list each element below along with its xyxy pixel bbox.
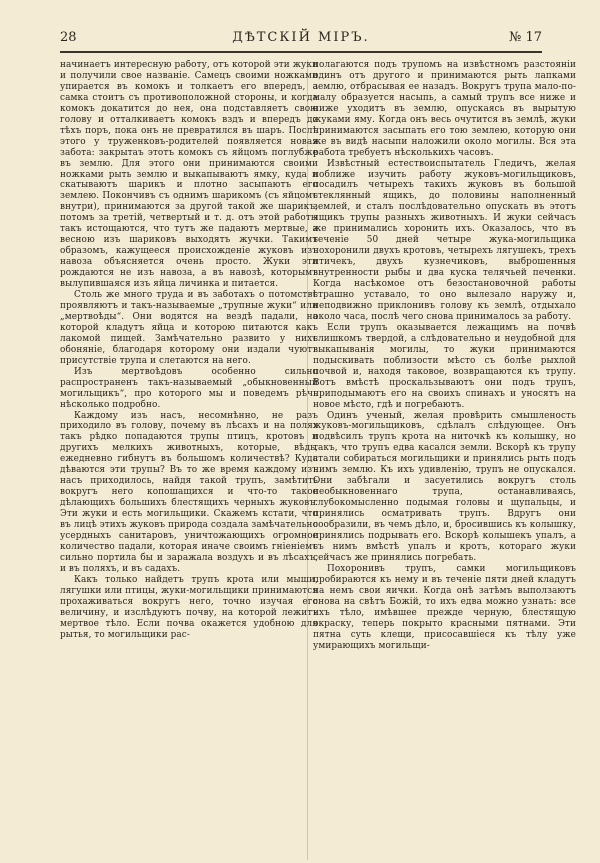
- paragraph: Похоронивъ трупъ, самки могильщиковъ пробираются къ нему и въ теченіе пяти дней кладутъ на немъ свои яички. Когда онѣ затѣмъ выползаютъ снова на свѣтъ Божій, то ихъ едва можно узнать: все ихъ тѣло, имѣвшее прежде черную, блестящую окраску, теперь покрыто красными пятнами. Эти пятна суть клещи, присосавшіеся къ тѣлу уже умирающихъ могильщи-: [313, 563, 576, 651]
- paragraph: полагаются подъ трупомъ на извѣстномъ разстояніи одинъ отъ другого и принимаются рыть лапками землю, отбрасывая ее назадъ. Вокругъ трупа мало-по-малу образуется насыпь, а самый трупъ все ниже и ниже уходитъ въ землю, опускаясь въ вырытую жуками яму. Когда онъ весь очутится въ землѣ, жуки принимаются засыпать его тою землею, которую они же въ видѣ насыпи наложили около могилы. Вся эта работа требуетъ нѣсколькихъ часовъ.: [313, 60, 576, 158]
- paragraph: Столь же много труда и въ заботахъ о потомствѣ проявляютъ и такъ-называемые „трупные жуки“ или „мертвоѣды“. Они водятся на вездѣ падали, на которой кладутъ яйца и которою питаются какъ лакомой пищей. Замѣчательно развито у нихъ обоняніе, благодаря которому они издали чуютъ присутствіе трупа и слетаются на него.: [60, 290, 318, 366]
- journal-title: ДѢТСКІЙ МІРЪ.: [232, 30, 370, 45]
- paragraph: Изъ мертвоѣдовъ особенно сильно распространенъ такъ-называемый „обыкновенный могильщикъ“, про которого мы и поведемъ рѣчь нѣсколько подробно.: [60, 366, 318, 410]
- left-column: [60, 60, 318, 856]
- page-number: 28: [60, 30, 77, 45]
- issue-number: № 17: [509, 30, 542, 45]
- right-column: [313, 60, 576, 856]
- paragraph: Одинъ ученый, желая провѣрить смышленость жуковъ-могильщиковъ, сдѣлалъ слѣдующее. Онъ подвѣсилъ трупъ крота на ниточкѣ къ колышку, но такъ, что трупъ едва касался земли. Вскорѣ къ трупу стали собираться могильщики и принялись рыть подъ нимъ землю. Къ ихъ удивленію, трупъ не опускался. Они забѣгали и засуетились вокругъ столь необыкновеннаго трупа, останавливаясь, глубокомысленно подымая головы и щупальцы, и принялись осматривать трупъ. Вдругъ они сообразили, въ чемъ дѣло, и, бросившись къ колышку, принялись подрывать его. Вскорѣ колышекъ упалъ, а съ нимъ вмѣстѣ упалъ и кротъ, котораго жуки сейчасъ же принялись погребать.: [313, 410, 576, 563]
- header-rule: [60, 51, 542, 53]
- paragraph: Каждому изъ насъ, несомнѣнно, не разъ приходило въ голову, почему въ лѣсахъ и на полях такъ рѣдко попадаются трупы птицъ, кротовъ и другихъ мелкихъ животныхъ, которые, вѣдь, ежедневно гибнутъ въ большомъ количествѣ? Куда дѣваются эти трупы? Въ то же время каждому изъ насъ приходилось, найдя такой трупъ, замѣтить вокругъ него копошащихся и что-то такое дѣлающихъ большихъ блестящихъ черныхъ жуковъ. Эти жуки и есть могильщики. Скажемъ кстати, что въ лицѣ этихъ жуковъ природа создала замѣчательно усердныхъ санитаровъ, уничтожающихъ огромное количество падали, которая иначе своимъ гніеніемъ сильно портила бы и заражала воздухъ и въ лѣсахъ, и въ поляхъ, и въ садахъ.: [60, 410, 318, 574]
- paragraph: Если трупъ оказывается лежащимъ на почвѣ слишкомъ твердой, а слѣдовательно и неудобной для выкапыванія могилы, то жуки принимаются подыскивать поблизости мѣсто съ болѣе рыхлой почвой и, находя таковое, возвращаются къ трупу. Вотъ вмѣстѣ проскальзываютъ они подъ трупъ, приподымаютъ его на своихъ спинахъ и уносятъ на новое мѣсто, гдѣ и погребаютъ.: [313, 322, 576, 410]
- paragraph: Извѣстный естествоиспытатель Гледичъ, желая поближе изучить работу жуковъ-могильщиковъ, посадилъ четырехъ такихъ жуковъ въ большой стеклянный ящикъ, до половины наполненный землей, и сталъ послѣдовательно опускать въ этотъ ящикъ трупы разныхъ животныхъ. И жуки сейчасъ же принимались хоронить ихъ. Оказалось, что въ теченіе 50 дней четыре жука-могильщика похоронили двухъ кротовъ, четырехъ лягушекъ, трехъ птичекъ, двухъ кузнечиковъ, выброшенныя внутренности рыбы и два куска телячьей печенки. Когда насѣкомое отъ безостановочной работы страшно уставало, то оно вылезало наружу и, неподвижно приклонивъ голову къ землѣ, отдыхало около часа, послѣ чего снова принималось за работу.: [313, 158, 576, 322]
- page-header: [60, 30, 542, 46]
- paragraph: Какъ только найдетъ трупъ крота или мыши, лягушки или птицы, жуки-могильщики принимаются прохаживаться вокругъ него, точно изучая его величину, и изслѣдуютъ почву, на которой лежитъ мертвое тѣло. Если почва окажется удобною для рытья, то могильщики рас-: [60, 574, 318, 640]
- paragraph: начинаетъ интересную работу, отъ которой эти жуки и получили свое названіе. Самецъ своими ножками упирается въ комокъ и толкаетъ его впередъ, а самка стоитъ съ противоположной стороны, и когда комокъ докатится до нея, она подставляетъ свою голову и отталкиваетъ комокъ вздъ и впередъ до тѣхъ поръ, пока онъ не превратился въ шаръ. Послѣ этого у труженковъ-родителей появляется новая забота: закрытаъ этотъ комокъ съ яйцомъ поглубже въ землю. Для этого они принимаются своими ножками рыть землю и выкапываютъ ямку, куда и скатываютъ шарикъ и плотно засыпаютъ его землею. Покончивъ съ однимъ шарикомъ (съ яйцомъ внутри), принимаются за другой такой же шарикъ, потомъ за третій, четвертый и т. д. отъ этой работы такъ истощаются, что тутъ же падаютъ мертвые, а весною изъ шариковъ выходятъ жучки. Такимъ образомъ, кажущееся происхожденіе жуковъ изъ навоза объясняется очень просто. Жуки эти рождаются не изъ навоза, а въ навозѣ, которымъ вылупившаяся изъ яйца личинка и питается.: [60, 60, 318, 290]
